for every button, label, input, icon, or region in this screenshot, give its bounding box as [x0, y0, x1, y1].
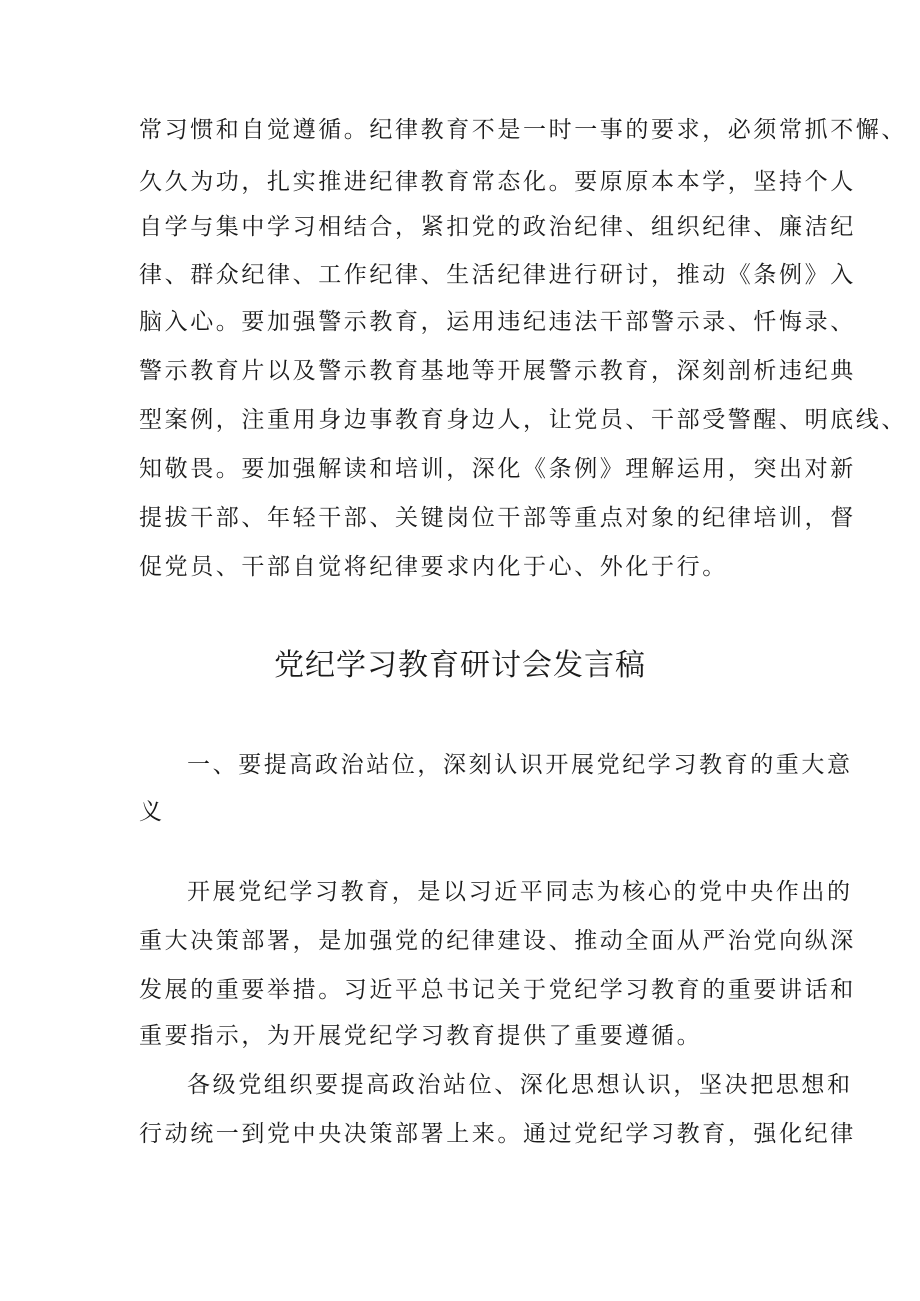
text-line: 各级党组织要提高政治站位、深化思想认识，坚决把思想和 [187, 1072, 853, 1098]
text-line: 行动统一到党中央决策部署上来。通过党纪学习教育，强化纪律 [139, 1121, 856, 1147]
text-line: 脑入心。要加强警示教育，运用违纪违法干部警示录、忏悔录、 [139, 309, 856, 335]
text-line: 知敬畏。要加强解读和培训，深化《条例》理解运用，突出对新 [139, 456, 856, 482]
text-line: 律、群众纪律、工作纪律、生活纪律进行研讨，推动《条例》入 [139, 262, 856, 288]
text-line: 型案例，注重用身边事教育身边人，让党员、干部受警醒、明底线、 [139, 407, 907, 433]
text-line: 久久为功，扎实推进纪律教育常态化。要原原本本学，坚持个人 [139, 169, 856, 195]
text-line: 重要指示，为开展党纪学习教育提供了重要遵循。 [139, 1023, 703, 1049]
text-line: 重大决策部署，是加强党的纪律建设、推动全面从严治党向纵深 [139, 928, 856, 954]
text-line: 提拔干部、年轻干部、关键岗位干部等重点对象的纪律培训，督 [139, 505, 856, 531]
text-line: 常习惯和自觉遵循。纪律教育不是一时一事的要求，必须常抓不懈、 [139, 117, 907, 143]
text-line: 发展的重要举措。习近平总书记关于党纪学习教育的重要讲话和 [139, 977, 856, 1003]
text-line: 一、要提高政治站位，深刻认识开展党纪学习教育的重大意 [187, 752, 853, 778]
text-line: 开展党纪学习教育，是以习近平同志为核心的党中央作出的 [187, 879, 853, 905]
text-line: 警示教育片以及警示教育基地等开展警示教育，深刻剖析违纪典 [139, 358, 856, 384]
text-line: 义 [139, 799, 165, 825]
page-title: 党纪学习教育研讨会发言稿 [274, 648, 646, 683]
text-line: 自学与集中学习相结合，紧扣党的政治纪律、组织纪律、廉洁纪 [139, 214, 856, 240]
text-line: 促党员、干部自觉将纪律要求内化于心、外化于行。 [139, 554, 728, 580]
